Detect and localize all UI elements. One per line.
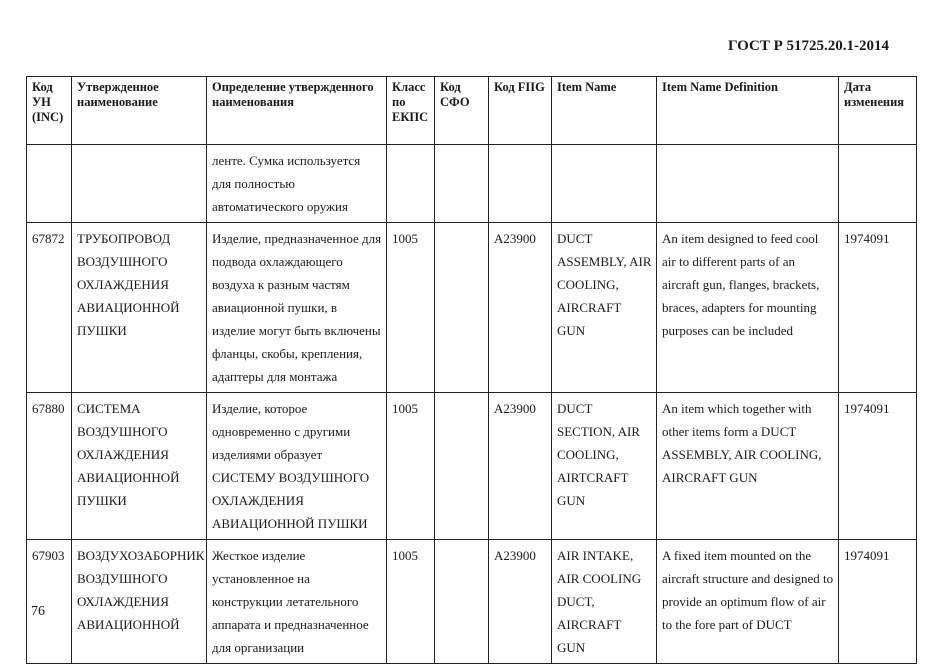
cell-item-definition: A fixed item mounted on the aircraft structure and designed to provide an optimum flow of air to the fore part of DUCT: [657, 540, 839, 664]
cell-class: 1005: [387, 540, 435, 664]
col-header-class: Класс по ЕКПС: [387, 77, 435, 145]
col-header-definition: Определение утвержденного наименования: [207, 77, 387, 145]
cell-fiig: A23900: [489, 393, 552, 540]
cell-code: [27, 145, 72, 223]
table-row: [27, 223, 917, 393]
cell-sfo: [435, 223, 489, 393]
cell-fiig: [489, 145, 552, 223]
cell-fiig: A23900: [489, 223, 552, 393]
cell-item-name: DUCT SECTION, AIR COOLING, AIRTCRAFT GUN: [552, 393, 657, 540]
classification-table: [26, 76, 917, 664]
col-header-name: Утвержденное наименование: [72, 77, 207, 145]
page-number: 76: [31, 604, 45, 619]
cell-date: 1974091: [839, 223, 917, 393]
col-header-sfo: Код СФО: [435, 77, 489, 145]
cell-sfo: [435, 393, 489, 540]
cell-code: 67903: [27, 540, 72, 664]
cell-name: [72, 145, 207, 223]
table-row: [27, 393, 917, 540]
cell-item-definition: [657, 145, 839, 223]
cell-sfo: [435, 540, 489, 664]
cell-class: [387, 145, 435, 223]
cell-class: 1005: [387, 223, 435, 393]
cell-date: [839, 145, 917, 223]
cell-sfo: [435, 145, 489, 223]
cell-code: 67880: [27, 393, 72, 540]
cell-item-name: AIR INTAKE, AIR COOLING DUCT, AIRCRAFT GUN: [552, 540, 657, 664]
cell-item-name: DUCT ASSEMBLY, AIR COOLING, AIRCRAFT GUN: [552, 223, 657, 393]
cell-name: СИСТЕМА ВОЗДУШНОГО ОХЛАЖДЕНИЯ АВИАЦИОННОЙ ПУШКИ: [72, 393, 207, 540]
table-row: [27, 540, 917, 664]
cell-name: ТРУБОПРОВОД ВОЗДУШНОГО ОХЛАЖДЕНИЯ АВИАЦИОННОЙ ПУШКИ: [72, 223, 207, 393]
cell-name: ВОЗДУХОЗАБОРНИК ВОЗДУШНОГО ОХЛАЖДЕНИЯ АВИАЦИОННОЙ: [72, 540, 207, 664]
cell-definition: Жесткое изделие установленное на конструкции летательного аппарата и предназначенное для организации: [207, 540, 387, 664]
col-header-item-name: Item Name: [552, 77, 657, 145]
cell-definition: Изделие, предназначенное для подвода охлаждающего воздуха к разным частям авиационной пушки, в изделие могут быть включены фланцы, скобы, крепления, адаптеры для монтажа: [207, 223, 387, 393]
cell-class: 1005: [387, 393, 435, 540]
document-standard-number: ГОСТ Р 51725.20.1-2014: [727, 38, 889, 54]
cell-fiig: A23900: [489, 540, 552, 664]
cell-definition: ленте. Сумка используется для полностью автоматического оружия: [207, 145, 387, 223]
col-header-item-definition: Item Name Definition: [657, 77, 839, 145]
cell-item-definition: An item designed to feed cool air to different parts of an aircraft gun, flanges, brackets, braces, adapters for mounting purposes can be included: [657, 223, 839, 393]
cell-code: 67872: [27, 223, 72, 393]
table-row: [27, 145, 917, 223]
col-header-code: Код УН (INC): [27, 77, 72, 145]
cell-item-definition: An item which together with other items form a DUCT ASSEMBLY, AIR COOLING, AIRCRAFT GUN: [657, 393, 839, 540]
cell-definition: Изделие, которое одновременно с другими изделиями образует СИСТЕМУ ВОЗДУШНОГО ОХЛАЖДЕНИЯ АВИАЦИОННОЙ ПУШКИ: [207, 393, 387, 540]
cell-item-name: [552, 145, 657, 223]
cell-date: 1974091: [839, 393, 917, 540]
cell-date: 1974091: [839, 540, 917, 664]
col-header-date: Дата изменения: [839, 77, 917, 145]
table-header-row: [27, 77, 917, 145]
col-header-fiig: Код FIIG: [489, 77, 552, 145]
